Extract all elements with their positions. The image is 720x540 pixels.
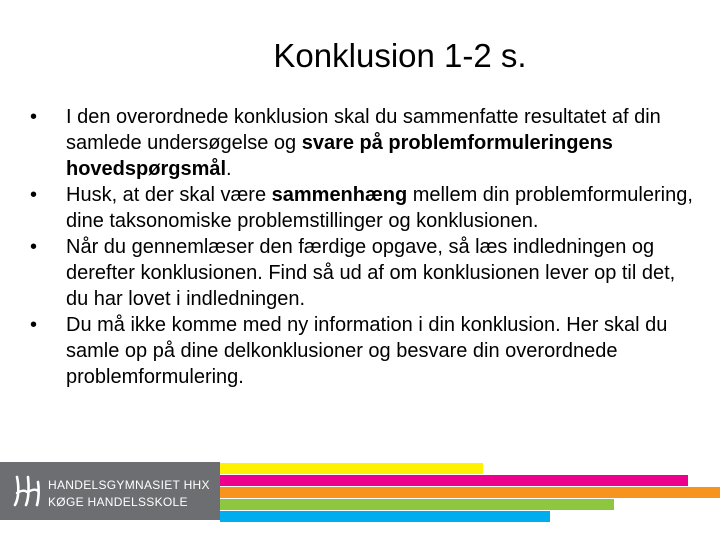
logo-line-1: HANDELSGYMNASIET HHX [48,478,210,492]
stripe-orange [220,487,720,498]
bullet-text: Du må ikke komme med ny information i din konklusion. Her skal du samle op på dine delkonklusioner og besvare din overordnede problemformulering. [66,314,668,388]
school-logo [0,462,220,520]
bullet-item [30,234,700,312]
bullet-item [30,182,700,234]
stripe-yellow [220,463,483,474]
bullet-text-bold: svare på problemformuleringens hovedspørgsmål [66,132,613,180]
bullet-item [30,104,700,182]
bullet-text: mellem din problemformulering, dine taksonomiske problemstillinger og konklusionen. [66,184,693,232]
bullet-text: Når du gennemlæser den færdige opgave, så læs indledningen og derefter konklusionen. Find så ud af om konklusionen lever op til det, du har lovet i indledningen. [66,236,676,310]
bullet-text: Husk, at der skal være [66,184,272,206]
slide-title: Konklusion 1-2 s. [273,37,527,74]
stripe-magenta [220,475,688,486]
logo-line-2: KØGE HANDELSSKOLE [48,495,188,509]
bullet-text: I den overordnede konklusion skal du sammenfatte resultatet af din samlede undersøgelse og [66,106,661,154]
stripe-blue [220,511,550,522]
bullet-item [30,312,700,390]
bullet-text: . [226,158,232,180]
hh-logo-icon [12,474,42,508]
stripe-green [220,499,614,510]
bullet-text-bold: sammenhæng [271,184,408,206]
bullet-list [30,104,700,390]
